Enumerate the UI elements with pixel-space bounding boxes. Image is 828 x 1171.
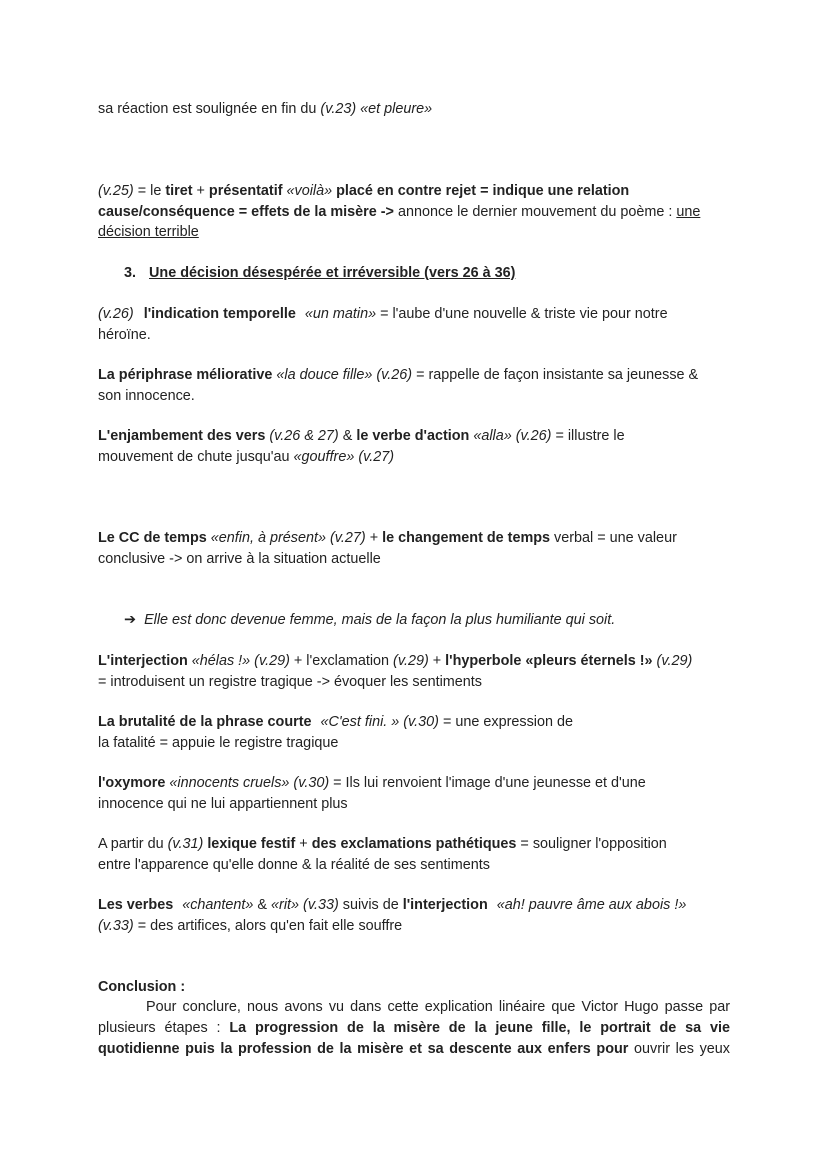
text: = introduisent un registre tragique -> évoquer les sentiments bbox=[98, 673, 482, 690]
verse-ref: (v.26) bbox=[98, 306, 134, 322]
citation: «rit» (v.33) bbox=[271, 897, 339, 913]
citation: «gouffre» (v.27) bbox=[293, 448, 395, 465]
term: présentatif bbox=[208, 183, 283, 199]
conclusion-title bbox=[98, 977, 730, 998]
text: mouvement de chute jusqu'au bbox=[98, 448, 294, 465]
underlined-text: décision terrible bbox=[98, 224, 199, 240]
term: l'hyperbole «pleurs éternels !» bbox=[445, 653, 653, 669]
text: + bbox=[428, 653, 446, 669]
paragraph-interjection bbox=[98, 651, 730, 692]
section-number: 3. bbox=[124, 265, 137, 281]
conclusion-paragraph bbox=[98, 997, 730, 1060]
paragraph-v25 bbox=[98, 181, 730, 243]
term: tiret bbox=[165, 183, 193, 199]
term: Le CC de temps bbox=[98, 530, 207, 546]
text: verbal = une valeur bbox=[550, 530, 677, 546]
citation: «hélas !» (v.29) bbox=[191, 653, 290, 669]
paragraph-v23 bbox=[98, 99, 730, 120]
text: A partir du bbox=[98, 836, 168, 852]
paragraph-v26 bbox=[98, 304, 730, 345]
term: L'interjection bbox=[98, 653, 188, 669]
arrow-icon: ➔ bbox=[124, 612, 137, 628]
term: lexique festif bbox=[207, 836, 296, 852]
arrow-conclusion-line bbox=[124, 610, 615, 631]
citation: «voilà» bbox=[282, 183, 333, 199]
text: = Ils lui renvoient l'image d'une jeunesse et d'une bbox=[329, 775, 646, 791]
text: suivis de bbox=[338, 897, 403, 913]
text: = souligner l'opposition bbox=[516, 836, 667, 852]
text: + l'exclamation bbox=[289, 653, 394, 669]
paragraph-enjambement bbox=[98, 426, 730, 467]
text: héroïne. bbox=[98, 326, 151, 343]
paragraph-lexique-festif bbox=[98, 834, 730, 875]
text: + bbox=[192, 183, 209, 199]
text: = des artifices, alors qu'en fait elle souffre bbox=[133, 917, 403, 934]
verse-ref: (v.29) bbox=[656, 653, 693, 669]
citation: «alla» (v.26) bbox=[473, 428, 552, 444]
citation: «C'est fini. » (v.30) bbox=[320, 714, 439, 730]
term: Les verbes bbox=[98, 897, 174, 913]
citation: «ah! pauvre âme aux abois !» bbox=[496, 897, 687, 913]
term: l'interjection bbox=[402, 897, 488, 913]
text: & bbox=[338, 428, 357, 444]
citation: (v.23) «et pleure» bbox=[320, 101, 433, 117]
verse-ref: (v.25) bbox=[98, 183, 134, 199]
text: = illustre le bbox=[551, 428, 625, 444]
section-title: Une décision désespérée et irréversible (vers 26 à 36) bbox=[149, 265, 516, 281]
paragraph-oxymore bbox=[98, 773, 730, 814]
text: annonce le dernier mouvement du poème : bbox=[393, 203, 677, 220]
text: innocence qui ne lui appartiennent plus bbox=[98, 795, 348, 812]
term: quotidienne puis la profession de la misère et sa descente aux enfers pour bbox=[98, 1041, 629, 1057]
term: l'indication temporelle bbox=[143, 306, 296, 322]
text: = une expression de bbox=[438, 714, 573, 730]
text: entre l'apparence qu'elle donne & la réalité de ses sentiments bbox=[98, 856, 490, 873]
term: l'oxymore bbox=[98, 775, 166, 791]
text: sa réaction est soulignée en fin du bbox=[98, 101, 321, 117]
text: la fatalité = appuie le registre tragique bbox=[98, 734, 339, 751]
verse-ref: (v.29) bbox=[393, 653, 429, 669]
citation: «la douce fille» (v.26) bbox=[276, 367, 413, 383]
term: des exclamations pathétiques bbox=[311, 836, 517, 852]
text: = l'aube d'une nouvelle & triste vie pour notre bbox=[376, 306, 668, 322]
paragraph-periphrase bbox=[98, 365, 730, 406]
citation: «innocents cruels» (v.30) bbox=[169, 775, 330, 791]
arrow-text: Elle est donc devenue femme, mais de la façon la plus humiliante qui soit. bbox=[144, 612, 616, 628]
term: le verbe d'action bbox=[356, 428, 470, 444]
term: le changement de temps bbox=[382, 530, 551, 546]
verse-ref: (v.26 & 27) bbox=[269, 428, 339, 444]
citation: «un matin» bbox=[304, 306, 377, 322]
verse-ref: (v.33) bbox=[98, 917, 134, 934]
underlined-text: une bbox=[676, 203, 701, 220]
term: L'enjambement des vers bbox=[98, 428, 266, 444]
term: La brutalité de la phrase courte bbox=[98, 714, 312, 730]
conclusion-heading: Conclusion : bbox=[98, 979, 186, 995]
text: = rappelle de façon insistante sa jeunesse & bbox=[412, 367, 699, 383]
text: + bbox=[295, 836, 312, 852]
text: = le bbox=[133, 183, 166, 199]
verse-ref: (v.31) bbox=[167, 836, 204, 852]
citation: «enfin, à présent» (v.27) bbox=[210, 530, 366, 546]
term: placé en contre rejet = indique une relation bbox=[332, 183, 630, 199]
text: conclusive -> on arrive à la situation actuelle bbox=[98, 550, 381, 567]
text: & bbox=[253, 897, 272, 913]
term: La progression de la misère de la jeune fille, le portrait de sa vie bbox=[229, 1020, 730, 1036]
paragraph-brutalite bbox=[98, 712, 730, 753]
paragraph-verbes bbox=[98, 895, 730, 936]
term: La périphrase méliorative bbox=[98, 367, 273, 383]
text: Pour conclure, nous avons vu dans cette explication linéaire que Victor Hugo passe par bbox=[146, 999, 730, 1015]
text: plusieurs étapes : bbox=[98, 1020, 230, 1036]
text: son innocence. bbox=[98, 387, 195, 404]
term: cause/conséquence = effets de la misère -> bbox=[98, 203, 394, 220]
text: + bbox=[365, 530, 383, 546]
paragraph-cc-temps bbox=[98, 528, 730, 569]
text: ouvrir les yeux bbox=[628, 1041, 731, 1057]
section-heading-3 bbox=[124, 263, 515, 284]
citation: «chantent» bbox=[182, 897, 254, 913]
